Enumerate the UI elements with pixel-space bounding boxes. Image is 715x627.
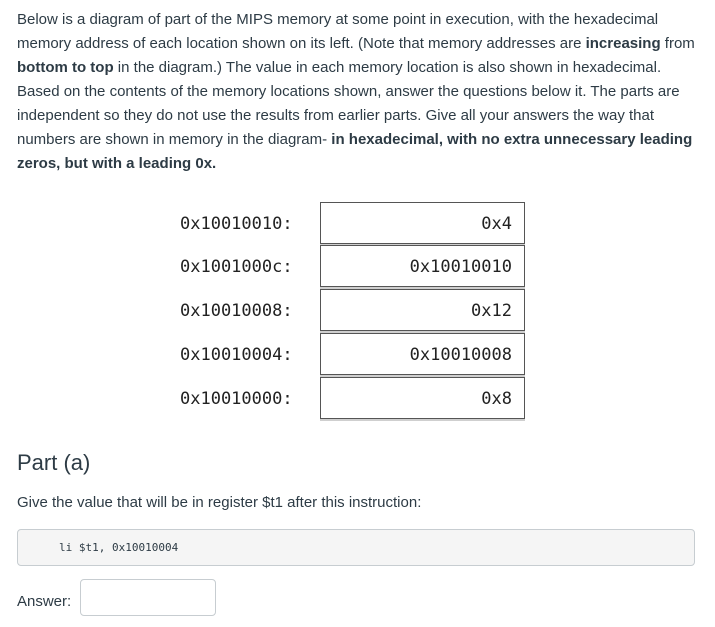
memory-row bbox=[180, 377, 580, 420]
intro-bold-increasing: increasing bbox=[585, 35, 661, 52]
memory-value: 0x12 bbox=[471, 301, 512, 321]
memory-cell bbox=[320, 377, 525, 419]
intro-bold-direction: bottom to top bbox=[17, 59, 114, 76]
memory-address: 0x1001000c: bbox=[180, 257, 293, 277]
intro-text-3: in the diagram.) The value in each memory location is also shown in hexadecimal. Based on the contents of the memory locations shown, answer the questions below it. The parts are independent so they do not use the results from earlier parts. Give all your answers the way that numbers are shown in memory in the diagram- bbox=[17, 59, 680, 148]
intro-bold-format: in hexadecimal, with no extra unnecessary leading zeros, but with a leading 0x. bbox=[17, 131, 693, 172]
memory-row bbox=[180, 245, 580, 288]
instructions-paragraph bbox=[17, 8, 705, 176]
memory-address: 0x10010008: bbox=[180, 301, 293, 321]
memory-cell bbox=[320, 289, 525, 331]
answer-label: Answer: bbox=[17, 593, 72, 610]
memory-row bbox=[180, 289, 580, 332]
memory-address: 0x10010000: bbox=[180, 389, 293, 409]
memory-row bbox=[180, 202, 580, 245]
memory-address: 0x10010010: bbox=[180, 214, 293, 234]
intro-text-1: Below is a diagram of part of the MIPS memory at some point in execution, with the hexadecimal memory address of each location shown on its left. (Note that memory addresses are bbox=[17, 11, 659, 52]
code-block bbox=[17, 529, 695, 566]
memory-row bbox=[180, 333, 580, 376]
answer-input[interactable] bbox=[80, 579, 216, 616]
memory-value: 0x10010010 bbox=[409, 257, 512, 277]
memory-address: 0x10010004: bbox=[180, 345, 293, 365]
intro-text-2: from bbox=[660, 35, 695, 52]
memory-cell bbox=[320, 333, 525, 375]
memory-value: 0x4 bbox=[481, 214, 512, 234]
memory-value: 0x8 bbox=[481, 389, 512, 409]
memory-cell bbox=[320, 202, 525, 244]
memory-value: 0x10010008 bbox=[409, 345, 512, 365]
memory-cell bbox=[320, 245, 525, 287]
part-title: Part (a) bbox=[17, 450, 91, 475]
code-instruction: li $t1, 0x10010004 bbox=[59, 541, 179, 554]
question-text: Give the value that will be in register $t1 after this instruction: bbox=[17, 494, 422, 511]
